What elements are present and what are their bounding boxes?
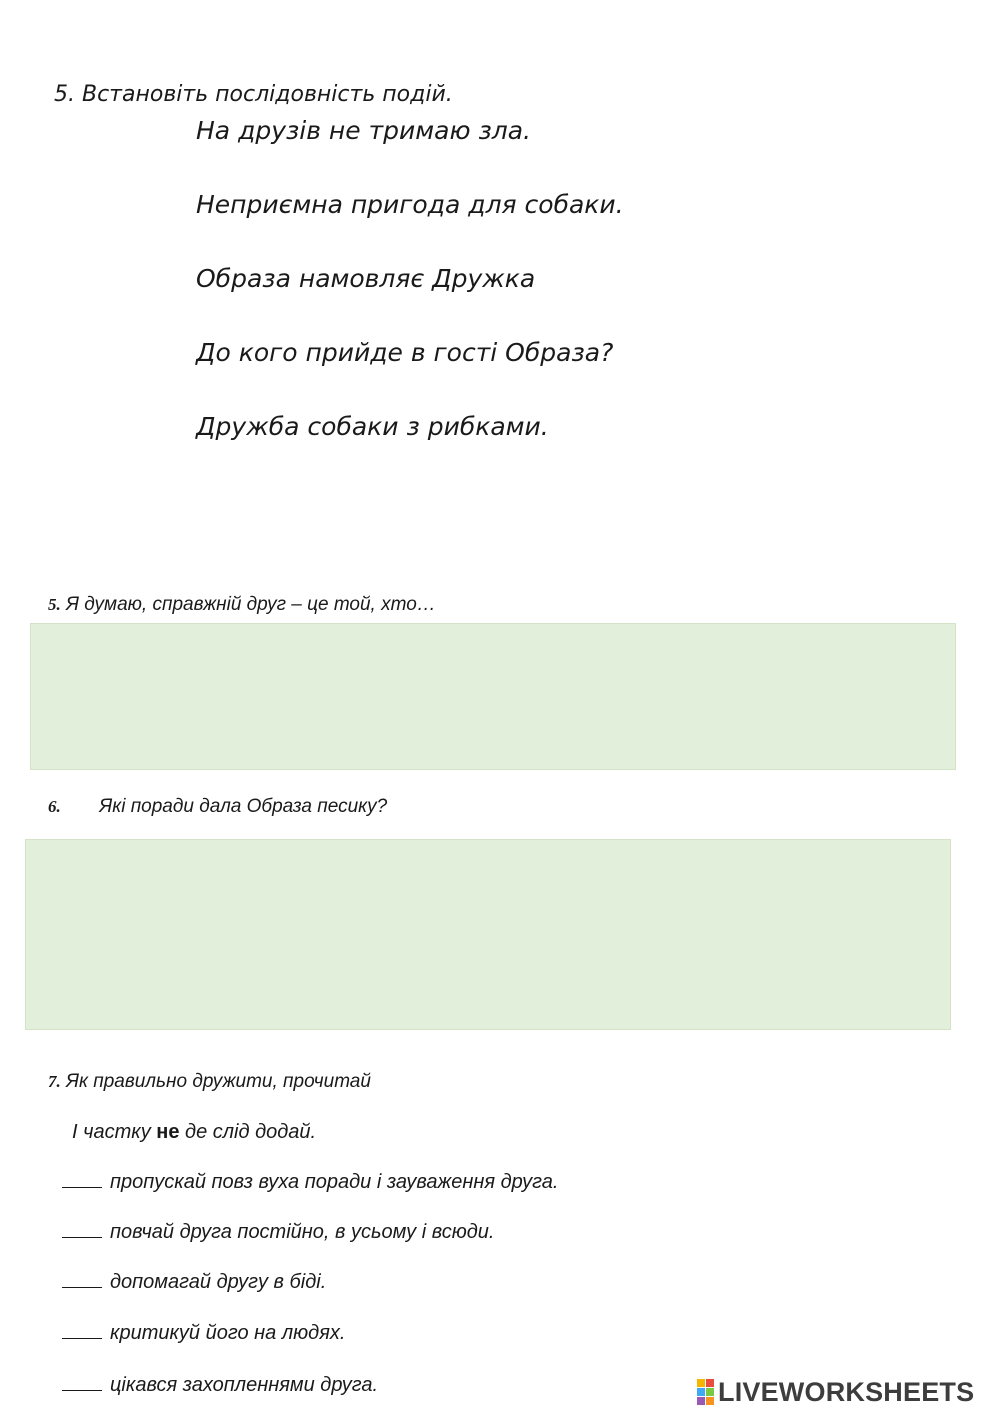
fill-blank-4[interactable] xyxy=(62,1324,102,1339)
question6-label xyxy=(48,796,387,818)
rule-text-1: пропускай повз вуха поради і зауваження друга. xyxy=(110,1171,559,1193)
instruction-bold-word: не xyxy=(156,1121,180,1143)
answer-box-question6[interactable] xyxy=(25,839,951,1030)
sequence-item-4: До кого прийде в гості Образа? xyxy=(196,338,614,367)
question5-title: 5. Встановіть послідовність подій. xyxy=(54,82,453,107)
rule-item-4 xyxy=(62,1322,345,1345)
liveworksheets-logo-text: LIVEWORKSHEETS xyxy=(718,1376,975,1407)
instruction-suffix: де слід додай. xyxy=(179,1121,317,1143)
question7-number: 7. xyxy=(48,1072,61,1091)
rule-item-5 xyxy=(62,1374,378,1397)
question7-text: Як правильно дружити, прочитай xyxy=(66,1071,371,1092)
rule-item-3 xyxy=(62,1271,326,1294)
answer-box-question5b[interactable] xyxy=(30,623,956,770)
question6-text: Які поради дала Образа песику? xyxy=(99,796,388,817)
question7-label xyxy=(48,1071,371,1093)
rule-item-1 xyxy=(62,1171,558,1194)
sequence-item-5: Дружба собаки з рибками. xyxy=(196,412,549,441)
sequence-item-3: Образа намовляє Дружка xyxy=(196,264,536,293)
question5b-number: 5. xyxy=(48,595,61,614)
question6-number: 6. xyxy=(48,797,61,816)
question5b-label xyxy=(48,594,436,616)
question5b-text: Я думаю, справжній друг – це той, хто… xyxy=(66,594,436,615)
question7-instruction xyxy=(72,1121,316,1144)
rule-text-3: допомагай другу в біді. xyxy=(110,1271,327,1293)
fill-blank-2[interactable] xyxy=(62,1223,102,1238)
fill-blank-1[interactable] xyxy=(62,1173,102,1188)
rule-text-5: цікався захопленнями друга. xyxy=(110,1374,379,1396)
instruction-prefix: І частку xyxy=(72,1121,157,1143)
rule-item-2 xyxy=(62,1221,494,1244)
rule-text-4: критикуй його на людях. xyxy=(110,1322,346,1344)
sequence-item-1: На друзів не тримаю зла. xyxy=(196,116,531,145)
fill-blank-5[interactable] xyxy=(62,1376,102,1391)
sequence-item-2: Неприємна пригода для собаки. xyxy=(196,190,624,219)
fill-blank-3[interactable] xyxy=(62,1273,102,1288)
liveworksheets-logo xyxy=(697,1376,974,1408)
rule-text-2: повчай друга постійно, в усьому і всюди. xyxy=(110,1221,495,1243)
liveworksheets-logo-icon xyxy=(697,1379,714,1405)
